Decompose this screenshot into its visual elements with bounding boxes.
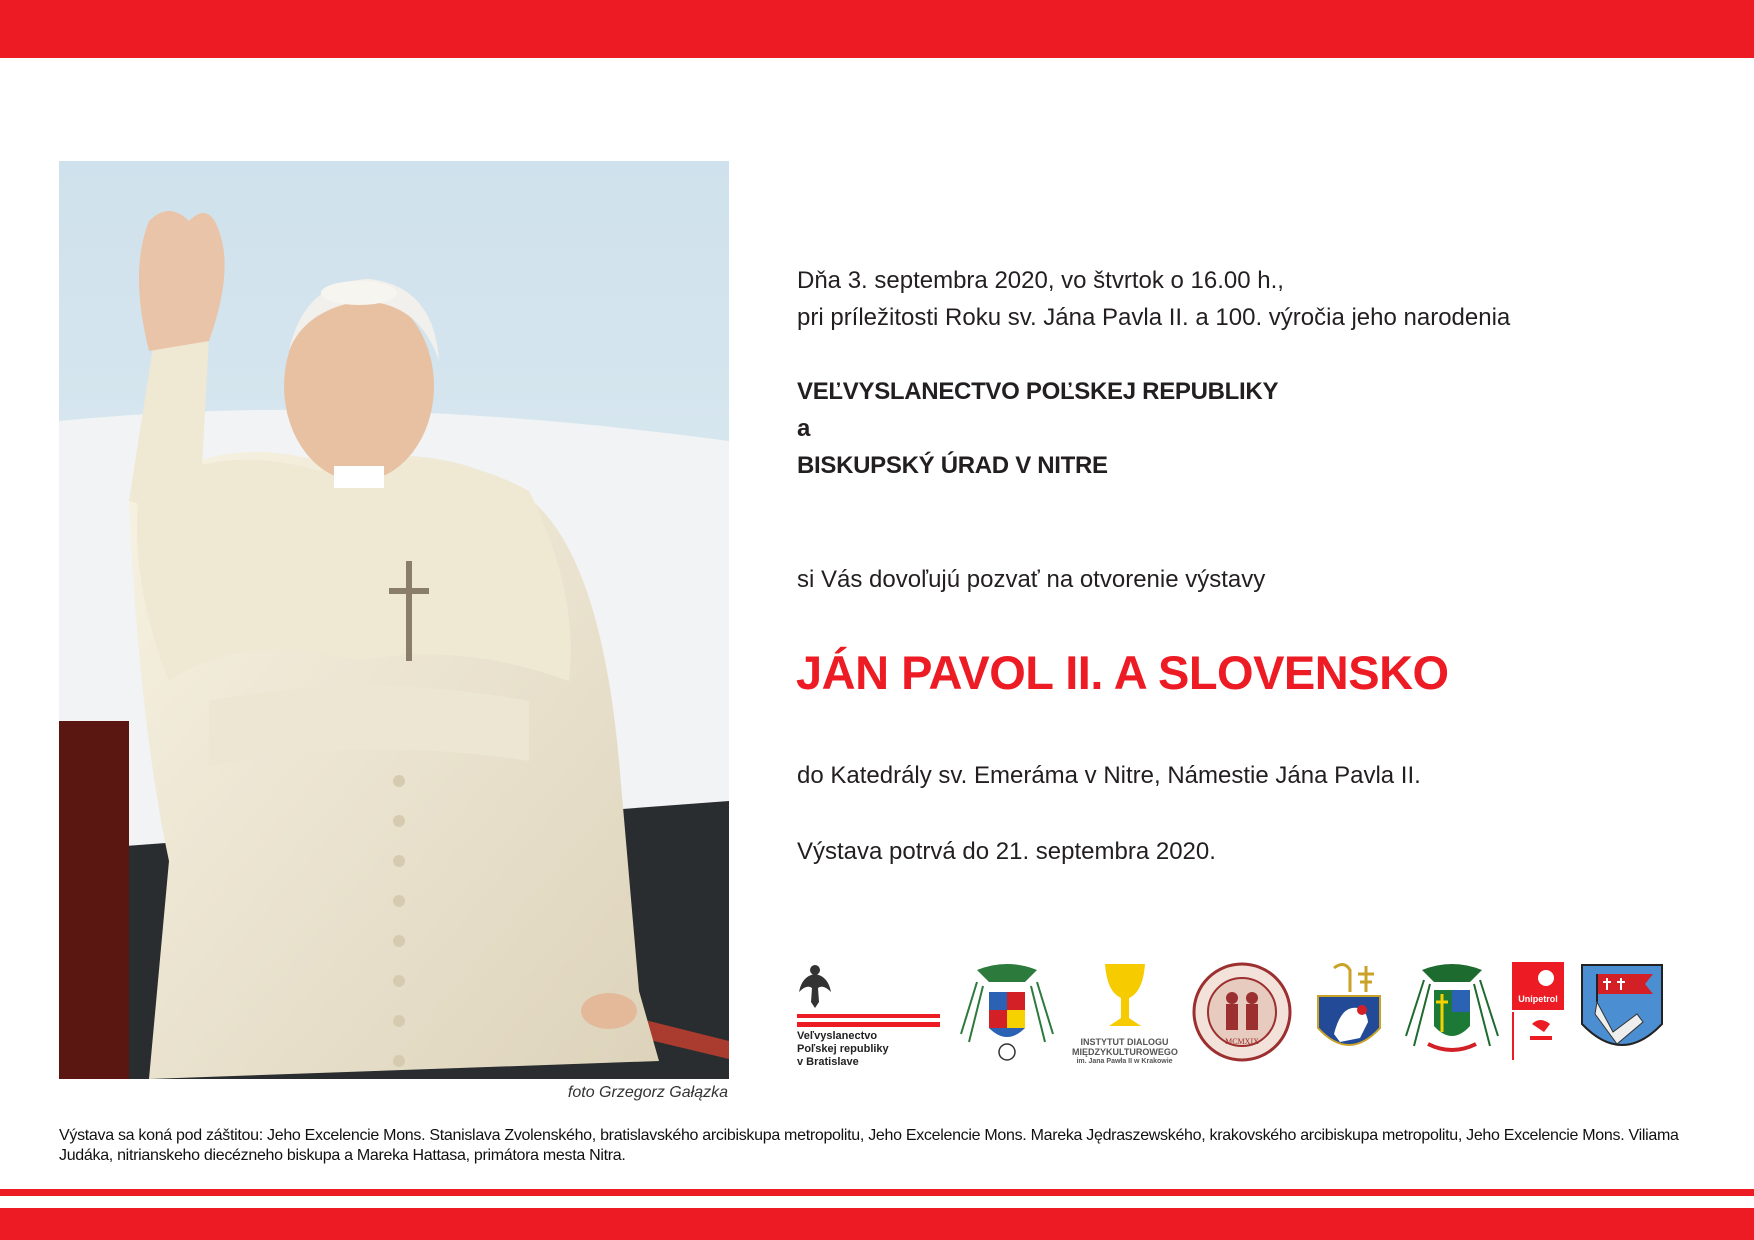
embassy-line1: Veľvyslanectvo <box>797 1030 878 1042</box>
logo-polish-embassy <box>797 962 942 1072</box>
embassy-line3: v Bratislave <box>797 1056 859 1068</box>
hosts <box>797 373 1278 484</box>
embassy-line2: Poľskej republiky <box>797 1043 889 1055</box>
archdiocese-arms-icon <box>1310 962 1388 1062</box>
invite-text: si Vás dovoľujú pozvať na otvorenie výstavy <box>797 566 1266 593</box>
logo-university <box>1192 962 1292 1067</box>
university-year: MCMXIX <box>1225 1037 1259 1046</box>
pope-photo <box>59 161 729 1079</box>
host-embassy: VEĽVYSLANECTVO POĽSKEJ REPUBLIKY <box>797 378 1279 405</box>
nitra-arms-icon <box>1579 962 1665 1062</box>
top-red-band <box>0 0 1754 58</box>
embassy-logo-text <box>797 1030 917 1069</box>
unipetrol-icon <box>1512 962 1567 1062</box>
logo-institute <box>1072 962 1177 1067</box>
host-bishop-office: BISKUPSKÝ ÚRAD V NITRE <box>797 452 1108 479</box>
duration-text: Výstava potrvá do 21. septembra 2020. <box>797 838 1216 865</box>
logo-city-nitra <box>1579 962 1665 1067</box>
logo-bishop-arms <box>955 962 1060 1067</box>
intro-line-date: Dňa 3. septembra 2020, vo štvrtok o 16.00 h., <box>797 267 1284 294</box>
logos-row <box>797 962 1667 1072</box>
logo-diocese-nitra <box>1402 962 1502 1067</box>
host-conjunction: a <box>797 415 811 442</box>
bottom-thin-red-band <box>0 1189 1754 1196</box>
sponsor-name: Unipetrol <box>1518 994 1558 1004</box>
logo-unipetrol <box>1512 962 1567 1067</box>
coat-of-arms-icon <box>955 962 1060 1062</box>
venue-text: do Katedrály sv. Emeráma v Nitre, Námestie Jána Pavla II. <box>797 762 1421 789</box>
bottom-red-band <box>0 1208 1754 1240</box>
intro-line-occasion: pri príležitosti Roku sv. Jána Pavla II. a 100. výročia jeho narodenia <box>797 304 1511 331</box>
institute-line2: MIĘDZYKULTUROWEGO <box>1072 1047 1178 1057</box>
diocese-arms-icon <box>1402 962 1502 1062</box>
institute-line3: im. Jana Pawła II w Krakowie <box>1076 1058 1173 1065</box>
exhibition-title: JÁN PAVOL II. A SLOVENSKO <box>796 646 1449 699</box>
chalice-icon <box>1095 962 1155 1032</box>
university-seal-icon <box>1192 962 1292 1062</box>
patronage-text: Výstava sa koná pod záštitou: Jeho Excelencie Mons. Stanislava Zvolenského, bratislavského arcibiskupa metropolitu, Jeho Excelencie Mons. Mareka Jędraszewského, krakovského arcibiskupa metropolitu, Jeho Excelencie Mons. Viliama Judáka, nitrianskeho diecézneho biskupa a Mareka Hattasa, primátora mesta Nitra. <box>59 1127 1679 1164</box>
intro-text <box>797 262 1510 336</box>
polish-eagle-icon <box>797 962 942 1032</box>
logo-archdiocese <box>1310 962 1388 1067</box>
photo-credit: foto Grzegorz Gałązka <box>567 1084 728 1101</box>
institute-line1: INSTYTUT DIALOGU <box>1080 1037 1169 1047</box>
